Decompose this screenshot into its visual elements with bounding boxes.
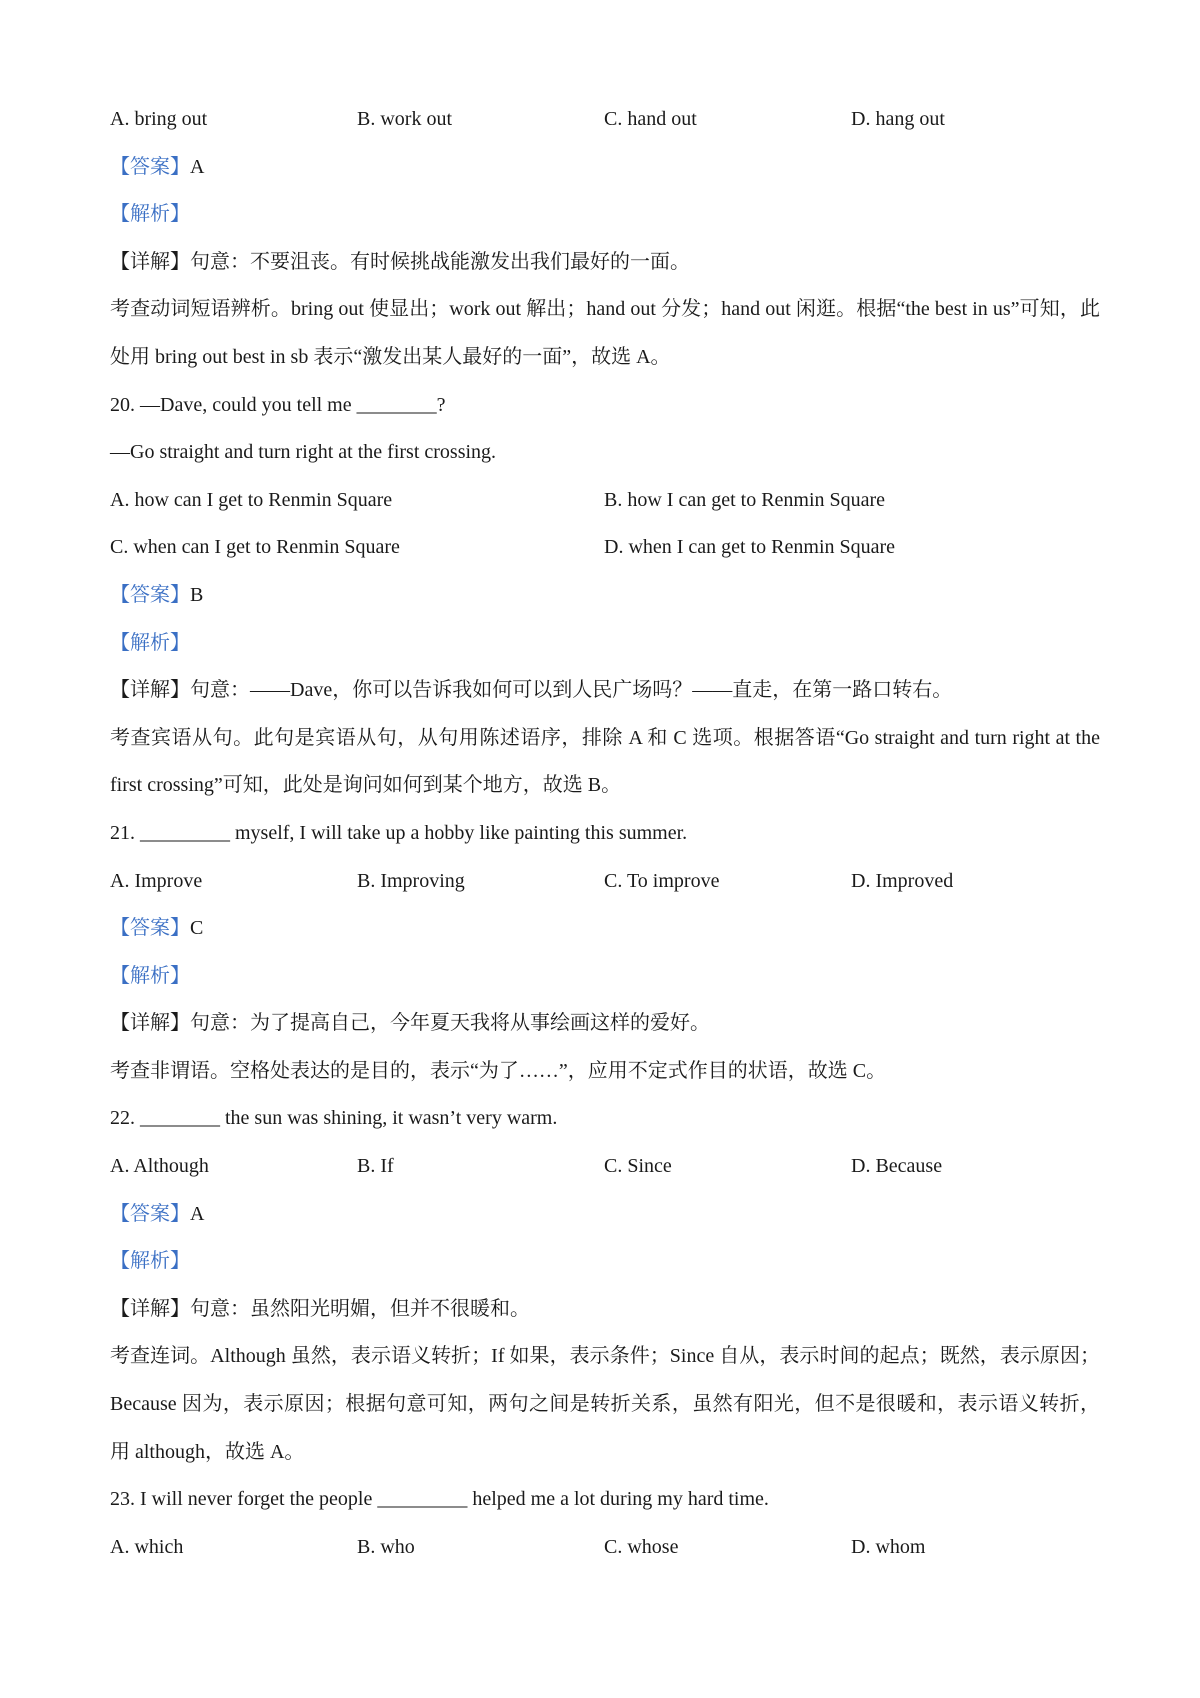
explanation-paragraph: 考查动词短语辨析。bring out 使显出；work out 解出；hand out 分发；hand out 闲逛。根据“the best in us”可知，此处用 bring out best in sb 表示“激发出某人最好的一面”，故选 A。: [110, 298, 1100, 368]
answer-label: 【答案】: [110, 1202, 190, 1225]
options-row: [110, 524, 1100, 572]
document-page: [110, 96, 1100, 1571]
option-c: C. hand out: [604, 108, 697, 130]
answer-value: B: [190, 583, 204, 606]
option-a: A. Although: [110, 1155, 209, 1178]
answer-value: A: [190, 155, 205, 178]
detail-line: 【详解】句意：为了提高自己，今年夏天我将从事绘画这样的爱好。: [110, 1012, 710, 1035]
answer-label: 【答案】: [110, 583, 190, 606]
answer-label: 【答案】: [110, 155, 190, 178]
option-c: C. whose: [604, 1535, 679, 1558]
option-b: B. how I can get to Renmin Square: [604, 488, 886, 511]
explanation-paragraph: 考查宾语从句。此句是宾语从句，从句用陈述语序，排除 A 和 C 选项。根据答语“Go straight and turn right at the first crossing”可知，此处是询问如何到某个地方，故选 B。: [110, 726, 1100, 797]
option-c: C. Since: [604, 1155, 672, 1178]
answer-value: A: [190, 1202, 205, 1225]
analysis-label: 【解析】: [110, 964, 190, 987]
option-d: D. hang out: [851, 108, 945, 130]
detail-line: 【详解】句意：——Dave，你可以告诉我如何可以到人民广场吗？——直走，在第一路口转右。: [110, 679, 953, 702]
option-b: B. Improving: [357, 869, 465, 892]
options-row: [110, 477, 1100, 525]
option-d: D. when I can get to Renmin Square: [604, 536, 896, 559]
option-a: A. bring out: [110, 108, 208, 130]
option-a: A. Improve: [110, 869, 203, 892]
answer-label: 【答案】: [110, 917, 190, 940]
option-b: B. work out: [357, 108, 452, 130]
question-22: 22. ________ the sun was shining, it wasn’t very warm.: [110, 1107, 558, 1130]
option-d: D. Improved: [851, 869, 954, 892]
explanation-paragraph: 考查连词。Although 虽然，表示语义转折；If 如果，表示条件；Since 自从，表示时间的起点；既然，表示原因；Because 因为，表示原因；根据句意可知，两句之间是转折关系，虽然有阳光，但不是很暖和，表示语义转折，用 although，故选 A。: [110, 1345, 1100, 1463]
question-20-reply: —Go straight and turn right at the first crossing.: [110, 441, 497, 464]
option-d: D. Because: [851, 1155, 943, 1178]
options-row: [110, 858, 1100, 906]
option-c: C. To improve: [604, 869, 720, 892]
analysis-label: 【解析】: [110, 1250, 190, 1273]
answer-line: [110, 144, 1100, 192]
answer-line: [110, 1191, 1100, 1239]
options-row: [110, 1143, 1100, 1191]
options-row: [110, 1524, 1100, 1572]
analysis-label: 【解析】: [110, 631, 190, 654]
option-b: B. If: [357, 1155, 394, 1178]
option-c: C. when can I get to Renmin Square: [110, 536, 400, 559]
question-21: 21. _________ myself, I will take up a hobby like painting this summer.: [110, 821, 688, 844]
analysis-label: 【解析】: [110, 203, 190, 226]
question-20: 20. —Dave, could you tell me ________?: [110, 393, 446, 416]
explanation-line: 考查非谓语。空格处表达的是目的，表示“为了……”，应用不定式作目的状语，故选 C。: [110, 1059, 887, 1082]
detail-line: 【详解】句意：虽然阳光明媚，但并不很暖和。: [110, 1297, 530, 1320]
option-a: A. how can I get to Renmin Square: [110, 488, 393, 511]
option-a: A. which: [110, 1535, 184, 1558]
options-row: [110, 96, 1100, 144]
answer-line: [110, 905, 1100, 953]
detail-line: 【详解】句意：不要沮丧。有时候挑战能激发出我们最好的一面。: [110, 250, 690, 273]
option-b: B. who: [357, 1535, 415, 1558]
answer-line: [110, 572, 1100, 620]
answer-value: C: [190, 917, 204, 940]
option-d: D. whom: [851, 1535, 926, 1558]
question-23: 23. I will never forget the people _________ helped me a lot during my hard time.: [110, 1488, 769, 1511]
